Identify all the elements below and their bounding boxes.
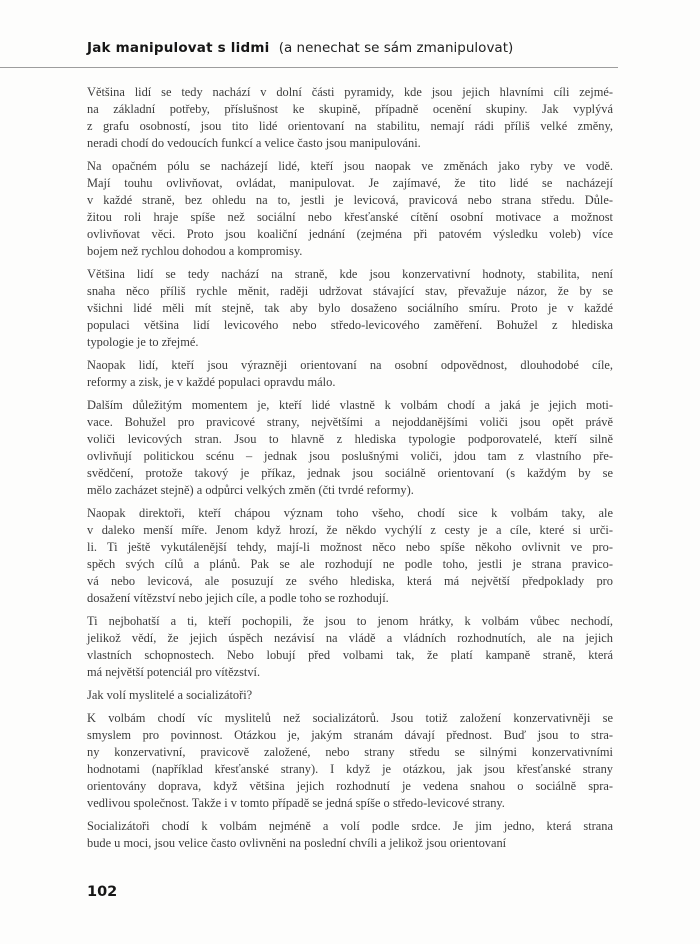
text-line: neradi chodí do vedoucích funkcí a velice často jsou manipulováni.	[87, 136, 421, 150]
paragraph	[87, 687, 613, 704]
text-line: li. Ti ještě vykutálenější tehdy, mají-li možnost něco nebo spíše někoho ovlivnit ve pro-	[87, 540, 613, 554]
page-number: 102	[87, 884, 118, 900]
text-line: Naopak lidí, kteří jsou výrazněji orientovaní na osobní odpovědnost, dlouhodobé cíle,	[87, 358, 613, 372]
paragraph	[87, 613, 613, 681]
text-line: populaci většina lidí levicového nebo středo-levicového zaměření. Bohužel z hlediska	[87, 318, 613, 332]
text-line: Na opačném pólu se nacházejí lidé, kteří jsou naopak ve změnách jako ryby ve vodě.	[87, 159, 613, 173]
paragraph	[87, 357, 613, 391]
text-line: hodnotami (například křesťanské strany). I když je otázkou, jak jsou křesťanské strany	[87, 762, 613, 776]
header-divider-rule	[0, 67, 618, 68]
text-line: voliči levicových stran. Jsou to hlavně z hlediska typologie podporovatelé, kteří silně	[87, 432, 613, 446]
text-line: z grafu osobností, jsou tito lidé orientovaní na stabilitu, nemají rádi příliš velké změny,	[87, 119, 613, 133]
chapter-header	[87, 39, 647, 57]
text-line: Dalším důležitým momentem je, kteří lidé vlastně k volbám chodí a jaká je jejich moti-	[87, 398, 613, 412]
text-line: vlastních schopnostech. Nebo lobují před volbami tak, že platí kampaně straně, která	[87, 648, 613, 662]
text-line: vace. Bohužel pro pravicové strany, největšími a nejoddanějšími voliči jsou opět právě	[87, 415, 613, 429]
text-line: spěch svých cílů a plánů. Pak se ale rozhodují ne podle toho, jestli je strana pravico-	[87, 557, 613, 571]
text-line: v daleko menší míře. Jenom když hrozí, že někdo vychýlí z cesty je a cíle, které si urči-	[87, 523, 613, 537]
paragraph	[87, 818, 613, 852]
paragraph	[87, 397, 613, 499]
body-text	[87, 84, 613, 858]
text-line: Většina lidí se tedy nachází na straně, kde jsou konzervativní hodnoty, stabilita, není	[87, 267, 613, 281]
paragraph	[87, 158, 613, 260]
text-line: typologie je to zřejmé.	[87, 335, 199, 349]
text-line: ovlivňovat věci. Proto jsou koaliční jednání (zejména při patovém výsledku voleb) více	[87, 227, 613, 241]
text-line: Jak volí myslitelé a socializátoři?	[87, 688, 253, 702]
text-line: žitou roli hraje spíše než sociální nebo křesťanské cítění osobní motivace a možnost	[87, 210, 613, 224]
text-line: bude u moci, jsou velice často ovlivněni na poslední chvíli a jelikož jsou orientovaní	[87, 836, 507, 850]
text-line: smyslem pro povinnost. Otázkou je, jakým stranám dávají přednost. Buď jsou to stra-	[87, 728, 613, 742]
text-line: bojem než rychlou dohodou a kompromisy.	[87, 244, 303, 258]
text-line: jelikož vědí, že jejich úspěch nezávisí na vládě a vládních rozhodnutích, ale na jejich	[87, 631, 613, 645]
text-line: reformy a zisk, je v každé populaci opravdu málo.	[87, 375, 336, 389]
paragraph	[87, 84, 613, 152]
chapter-subtitle: (a nenechat se sám zmanipulovat)	[278, 40, 514, 56]
text-line: na základní potřeby, příslušnost ke skupině, případně ocenění skupiny. Jak vyplývá	[87, 102, 613, 116]
chapter-title: Jak manipulovat s lidmi	[87, 40, 270, 56]
text-line: snaha něco příliš rychle měnit, raději udržovat stávající stav, převažuje názor, že by se	[87, 284, 613, 298]
text-line: Mají touhu ovlivňovat, ovládat, manipulovat. Je zajímavé, že tito lidé se nacházejí	[87, 176, 613, 190]
text-line: ovlivňují politickou scénu – jednak jsou poslušnými voliči, jdou tam z vlastního pře-	[87, 449, 613, 463]
text-line: Naopak direktoři, kteří chápou význam toho všeho, chodí sice k volbám taky, ale	[87, 506, 613, 520]
paragraph	[87, 710, 613, 812]
text-line: ny konzervativní, pravicově založené, nebo strany středu se silnými konzervativními	[87, 745, 613, 759]
text-line: dosažení vítězství nebo jejich cíle, a podle toho se rozhodují.	[87, 591, 389, 605]
paragraph	[87, 505, 613, 607]
text-line: všichni lidé měli mít stejně, tak aby bylo dosaženo sociálního smíru. Proto je v každé	[87, 301, 613, 315]
text-line: Socializátoři chodí k volbám nejméně a volí podle srdce. Je jim jedno, která strana	[87, 819, 613, 833]
paragraph	[87, 266, 613, 351]
text-line: v každé straně, bez ohledu na to, jestli je levicová, pravicová nebo strana středu. Důle-	[87, 193, 613, 207]
text-line: vedlivou společnost. Takže i v tomto případě se jedná spíše o středo-levicové strany.	[87, 796, 505, 810]
text-line: orientovány doprava, když většina jejich rozhodnutí je vedena snahou o sociálně spra-	[87, 779, 613, 793]
text-line: Většina lidí se tedy nachází v dolní části pyramidy, kde jsou jejich hlavními cíli zejmé-	[87, 85, 613, 99]
text-line: vá nebo levicová, ale posuzují ze svého hlediska, která má největší předpoklady pro	[87, 574, 613, 588]
text-line: Ti nejbohatší a ti, kteří pochopili, že jsou to jenom hrátky, k volbám vůbec nechodí,	[87, 614, 613, 628]
text-line: mělo zacházet stejně) a odpůrci velkých změn (čti tvrdé reformy).	[87, 483, 414, 497]
text-line: má největší potenciál pro vítězství.	[87, 665, 261, 679]
text-line: svědčení, protože takový je příkaz, jednak jsou sociálně orientovaní (s každým by se	[87, 466, 613, 480]
text-line: K volbám chodí víc myslitelů než socializátorů. Jsou totiž založení konzervativněji se	[87, 711, 613, 725]
